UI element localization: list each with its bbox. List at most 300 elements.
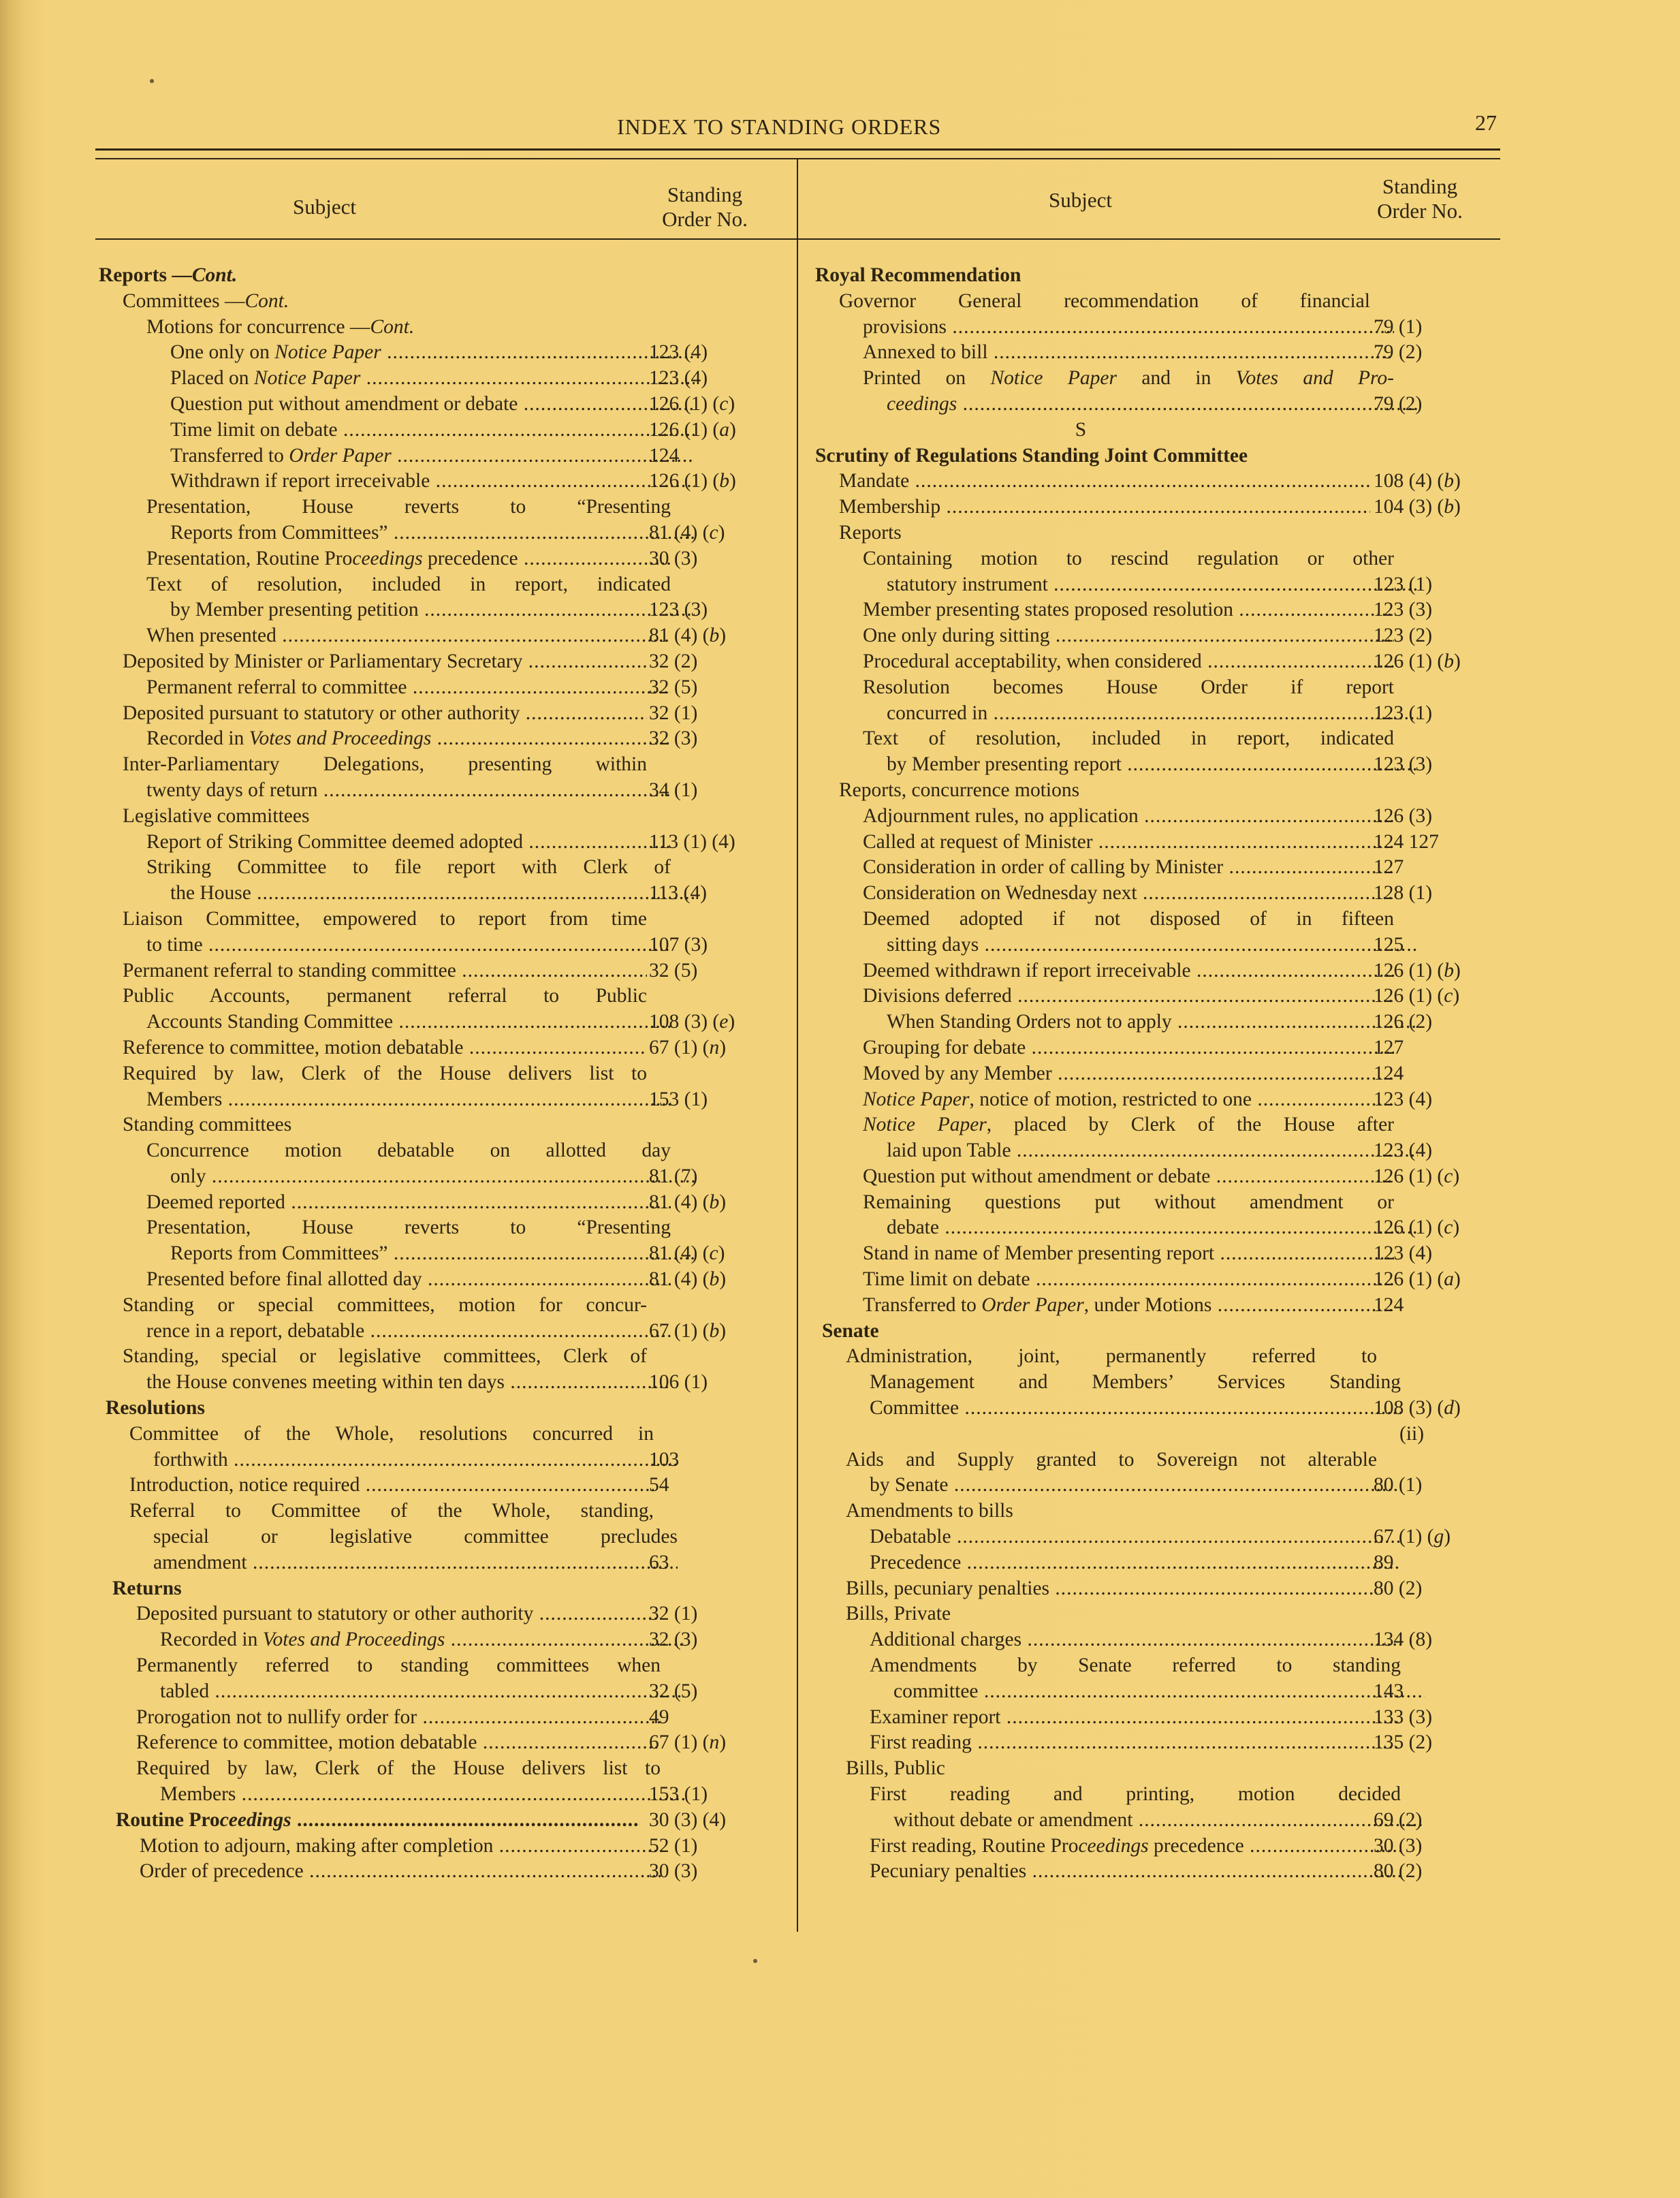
- entry-subject: Presented before final allotted day .....: [99, 1267, 671, 1293]
- right-index-entry: [815, 340, 1496, 366]
- right-index-entry: [815, 1370, 1496, 1396]
- left-index-entry: [99, 701, 787, 727]
- left-index-column: [99, 263, 787, 1885]
- left-index-entry: [99, 1138, 787, 1164]
- entry-order-number: 125: [1374, 933, 1404, 956]
- right-index-entry: [815, 520, 1496, 546]
- right-order-heading-line2: Order No.: [1377, 199, 1463, 223]
- entry-order-number: 32 (3): [649, 727, 698, 750]
- entry-order-number: 124: [1374, 1062, 1404, 1084]
- italic-term: Votes and Proceedings: [249, 727, 432, 750]
- entry-subject: Examiner report .....: [815, 1705, 1401, 1731]
- entry-subject: debate .....: [815, 1215, 1418, 1241]
- right-index-entry: [815, 726, 1496, 752]
- paragraph-letter: d: [1444, 1397, 1454, 1419]
- entry-order-number: 30 (3): [649, 1860, 698, 1883]
- entry-order-number: 113 (4): [649, 882, 707, 905]
- right-order-heading-line1: Standing: [1382, 174, 1458, 198]
- entry-subject: Mandate .....: [815, 469, 1370, 494]
- right-index-entry: [815, 984, 1496, 1009]
- entry-subject: Precedence .....: [815, 1550, 1401, 1576]
- entry-subject: Annexed to bill .....: [815, 340, 1394, 366]
- entry-subject: Member presenting states proposed resolution .....: [815, 597, 1394, 623]
- entry-subject: Routine Proceedings .....: [99, 1808, 640, 1834]
- entry-subject: Stand in name of Member presenting report .....: [815, 1241, 1394, 1267]
- entry-subject: First reading, Routine Proceedings precedence .....: [815, 1834, 1401, 1859]
- entry-order-number: 32 (5): [649, 959, 698, 982]
- right-index-entry: [815, 1215, 1496, 1241]
- entry-subject: Reports from Committees” .....: [99, 1241, 695, 1267]
- entry-subject: Management and Members’ Services Standing: [870, 1371, 1401, 1394]
- left-index-entry: [99, 1344, 787, 1370]
- entry-order-number: (ii): [1399, 1422, 1425, 1445]
- entry-subject: forthwith .....: [99, 1447, 678, 1473]
- right-index-entry: [815, 1164, 1496, 1190]
- entry-order-number: 123 (4): [649, 367, 708, 390]
- entry-subject: tabled .....: [99, 1679, 684, 1705]
- entry-subject: When Standing Orders not to apply .....: [815, 1009, 1418, 1035]
- paragraph-letter: b: [1444, 650, 1454, 672]
- entry-subject: Adjournment rules, no application .....: [815, 804, 1394, 830]
- right-index-entry: [815, 418, 1496, 443]
- italic-term: Cont.: [244, 289, 289, 312]
- entry-order-number: 49: [649, 1706, 669, 1728]
- right-index-entry: [815, 1756, 1496, 1782]
- entry-subject: Bills, Public: [846, 1757, 945, 1780]
- right-index-entry: [815, 366, 1496, 392]
- entry-subject: Aids and Supply granted to Sovereign not alterable: [846, 1448, 1377, 1471]
- left-index-entry: [99, 1679, 787, 1705]
- entry-subject: Presentation, House reverts to “Presenting: [146, 1216, 671, 1239]
- right-index-entry: [815, 1576, 1496, 1602]
- left-index-entry: [99, 1061, 787, 1087]
- right-index-entry: [815, 1705, 1496, 1731]
- entry-subject: Senate: [822, 1319, 879, 1342]
- entry-subject: Question put without amendment or debate .....: [815, 1164, 1394, 1190]
- right-index-entry: [815, 1422, 1496, 1447]
- entry-order-number: 126 (1) (c): [649, 392, 735, 415]
- paragraph-letter: c: [1444, 1165, 1453, 1187]
- paragraph-letter: c: [709, 521, 718, 544]
- entry-order-number: 108 (3) (e): [649, 1011, 735, 1033]
- left-index-entry: [99, 1756, 787, 1782]
- entry-subject: Bills, pecuniary penalties .....: [815, 1576, 1377, 1602]
- right-index-entry: [815, 1447, 1496, 1473]
- entry-subject: sitting days .....: [815, 932, 1418, 958]
- entry-order-number: 127: [1374, 856, 1404, 879]
- entry-subject: Resolution becomes House Order if report: [863, 676, 1394, 698]
- entry-order-number: 81 (7): [649, 1165, 698, 1187]
- entry-order-number: 123 (4): [1374, 1088, 1433, 1110]
- left-index-entry: [99, 1370, 787, 1396]
- entry-order-number: 153 (1): [649, 1783, 708, 1806]
- entry-order-number: 69 (2): [1374, 1808, 1423, 1831]
- entry-subject: Members .....: [99, 1087, 671, 1113]
- right-index-entry: [815, 932, 1496, 958]
- entry-order-number: 89: [1374, 1551, 1394, 1573]
- entry-order-number: 108 (4) (b): [1374, 470, 1461, 492]
- entry-order-number: 79 (2): [1374, 341, 1423, 364]
- entry-order-number: 133 (3): [1374, 1706, 1433, 1728]
- entry-subject: Standing or special committees, motion for concur-: [123, 1293, 647, 1316]
- left-order-heading-line1: Standing: [667, 183, 743, 206]
- entry-subject: Prorogation not to nullify order for .....: [99, 1705, 661, 1731]
- entry-order-number: 123 (1): [1374, 573, 1433, 595]
- entry-subject: Transferred to Order Paper .....: [99, 443, 695, 469]
- entry-order-number: 80 (1): [1374, 1474, 1423, 1496]
- right-index-entry: [815, 1653, 1496, 1679]
- entry-order-number: 106 (1): [649, 1371, 708, 1394]
- entry-subject: Question put without amendment or debate .....: [99, 392, 695, 418]
- entry-subject: Bills, Private: [846, 1603, 951, 1625]
- entry-order-number: 123 (3): [1374, 599, 1433, 621]
- entry-order-number: 128 (1): [1374, 882, 1433, 905]
- right-index-entry: [815, 778, 1496, 804]
- entry-subject: Referral to Committee of the Whole, standing,: [129, 1500, 654, 1522]
- entry-subject: Presentation, House reverts to “Presenting: [146, 496, 671, 518]
- entry-order-number: 34 (1): [649, 779, 698, 801]
- italic-term: Order Paper: [981, 1293, 1084, 1316]
- right-index-entry: [815, 392, 1496, 418]
- paragraph-letter: b: [709, 1319, 720, 1342]
- header-rule: [95, 148, 1500, 151]
- entry-order-number: 123 (1): [1374, 702, 1433, 724]
- entry-order-number: 143: [1374, 1680, 1404, 1702]
- left-index-entry: [99, 392, 787, 418]
- entry-subject: twenty days of return .....: [99, 778, 671, 804]
- entry-order-number: 126 (3): [1374, 804, 1433, 827]
- right-index-column: [815, 263, 1496, 1885]
- entry-order-number: 108 (3) (d): [1374, 1397, 1461, 1419]
- entry-subject: Public Accounts, permanent referral to Public: [123, 985, 647, 1007]
- right-index-entry: [815, 469, 1496, 494]
- entry-order-number: 67 (1) (g): [1374, 1526, 1451, 1548]
- left-index-entry: [99, 366, 787, 392]
- entry-subject: [815, 1422, 1401, 1447]
- entry-subject: Governor General recommendation of financial: [839, 289, 1370, 312]
- left-index-entry: [99, 778, 787, 804]
- entry-order-number: 124: [1374, 1293, 1404, 1316]
- italic-term: Cont.: [191, 264, 238, 286]
- entry-subject: Time limit on debate .....: [815, 1267, 1394, 1293]
- entry-subject: Deemed withdrawn if report irreceivable .....: [815, 958, 1394, 984]
- left-index-entry: [99, 520, 787, 546]
- entry-subject: Permanent referral to committee .....: [99, 675, 671, 701]
- entry-subject: without debate or amendment .....: [815, 1808, 1425, 1834]
- paragraph-letter: n: [709, 1731, 720, 1754]
- entry-order-number: 126 (1) (b): [1374, 959, 1461, 982]
- left-index-entry: [99, 1087, 787, 1113]
- entry-subject: Transferred to Order Paper, under Motions .....: [815, 1293, 1394, 1319]
- entry-subject: Deemed adopted if not disposed of in fifteen: [863, 907, 1394, 930]
- left-index-entry: [99, 1396, 787, 1422]
- left-index-entry: [99, 1447, 787, 1473]
- left-index-entry: [99, 1293, 787, 1319]
- entry-subject: Grouping for debate .....: [815, 1035, 1394, 1061]
- entry-order-number: 135 (2): [1374, 1731, 1433, 1754]
- right-index-entry: [815, 263, 1496, 289]
- entry-subject: to time .....: [99, 932, 671, 958]
- left-index-entry: [99, 804, 787, 830]
- left-index-entry: [99, 315, 787, 341]
- italic-term: Cont.: [370, 315, 415, 338]
- right-index-entry: [815, 289, 1496, 315]
- right-index-entry: [815, 881, 1496, 907]
- entry-subject: Order of precedence .....: [99, 1859, 664, 1885]
- entry-subject: Deposited pursuant to statutory or other authority .....: [99, 1601, 661, 1627]
- entry-subject: One only on Notice Paper .....: [99, 340, 695, 366]
- entry-subject: Text of resolution, included in report, indicated: [863, 727, 1394, 750]
- entry-subject: Required by law, Clerk of the House delivers list to: [123, 1062, 647, 1084]
- entry-subject: Called at request of Minister .....: [815, 830, 1394, 855]
- left-index-entry: [99, 1782, 787, 1808]
- right-index-entry: [815, 752, 1496, 778]
- page-header-title: INDEX TO STANDING ORDERS: [617, 114, 942, 139]
- entry-subject: Committee .....: [815, 1396, 1401, 1422]
- entry-order-number: 123 (4): [1374, 1242, 1433, 1265]
- right-index-entry: [815, 907, 1496, 932]
- paragraph-letter: g: [1433, 1526, 1444, 1548]
- italic-term: Notice Paper: [863, 1088, 970, 1110]
- left-index-entry: [99, 1859, 787, 1885]
- entry-subject: provisions .....: [815, 315, 1394, 341]
- entry-order-number: 126 (1) (c): [1374, 985, 1460, 1007]
- entry-order-number: 103: [649, 1448, 680, 1471]
- italic-term: ceedings: [1078, 1834, 1149, 1857]
- left-index-entry: [99, 958, 787, 984]
- entry-order-number: 80 (2): [1374, 1860, 1423, 1883]
- entry-order-number: 67 (1) (n): [649, 1731, 727, 1754]
- entry-subject: Permanently referred to standing committees when: [136, 1654, 661, 1677]
- paragraph-letter: b: [709, 1191, 720, 1213]
- entry-subject: Text of resolution, included in report, indicated: [146, 573, 671, 595]
- entry-subject: Notice Paper, notice of motion, restricted to one .....: [815, 1087, 1394, 1113]
- entry-subject: Committees —Cont.: [123, 289, 289, 312]
- paragraph-letter: n: [709, 1036, 720, 1058]
- paragraph-letter: a: [719, 418, 729, 441]
- right-index-entry: [815, 1550, 1496, 1576]
- entry-subject: Motion to adjourn, making after completion .....: [99, 1834, 664, 1859]
- left-index-entry: [99, 418, 787, 443]
- entry-order-number: 124 127: [1374, 830, 1439, 853]
- entry-subject: Reports from Committees” .....: [99, 520, 695, 546]
- paragraph-letter: b: [709, 1268, 720, 1291]
- entry-subject: Permanent referral to standing committee .....: [99, 958, 647, 984]
- entry-subject: Reports, concurrence motions: [839, 779, 1080, 801]
- right-index-entry: [815, 597, 1496, 623]
- entry-subject: by Member presenting report .....: [815, 752, 1418, 778]
- entry-subject: Committee of the Whole, resolutions concurred in: [129, 1422, 654, 1445]
- right-index-entry: [815, 1627, 1496, 1653]
- entry-subject: Deemed reported .....: [99, 1190, 671, 1216]
- entry-order-number: 67 (1) (n): [649, 1036, 727, 1058]
- right-index-entry: [815, 1730, 1496, 1756]
- left-index-entry: [99, 881, 787, 907]
- entry-order-number: 81 (4) (b): [649, 1191, 727, 1213]
- left-index-entry: [99, 1808, 787, 1834]
- left-index-entry: [99, 649, 787, 675]
- entry-subject: the House .....: [99, 881, 695, 907]
- right-index-entry: [815, 1498, 1496, 1524]
- entry-order-number: 126 (1) (a): [649, 418, 736, 441]
- entry-order-number: 67 (1) (b): [649, 1319, 727, 1342]
- left-index-entry: [99, 1190, 787, 1216]
- entry-subject: Deposited pursuant to statutory or other authority .....: [99, 701, 647, 727]
- entry-order-number: 81 (4) (b): [649, 1268, 727, 1291]
- left-index-entry: [99, 1576, 787, 1602]
- paragraph-letter: c: [719, 392, 729, 415]
- entry-order-number: 30 (3): [1374, 1834, 1423, 1857]
- entry-subject: Reports: [839, 521, 902, 544]
- entry-order-number: 80 (2): [1374, 1577, 1423, 1599]
- left-index-entry: [99, 1550, 787, 1576]
- left-index-entry: [99, 289, 787, 315]
- entry-order-number: 79 (1): [1374, 315, 1423, 338]
- entry-subject: amendment .....: [99, 1550, 678, 1576]
- paragraph-letter: c: [1444, 1216, 1453, 1239]
- entry-order-number: 123 (3): [649, 599, 708, 621]
- entry-subject: Legislative committees: [123, 804, 310, 827]
- paragraph-letter: e: [719, 1011, 729, 1033]
- entry-order-number: 81 (4) (c): [649, 1242, 725, 1265]
- entry-subject: Motions for concurrence —Cont.: [146, 315, 415, 338]
- entry-order-number: 32 (1): [649, 702, 698, 724]
- left-index-entry: [99, 675, 787, 701]
- italic-term: ceedings: [352, 547, 423, 569]
- entry-order-number: 54: [649, 1474, 669, 1496]
- left-index-entry: [99, 469, 787, 494]
- left-index-entry: [99, 932, 787, 958]
- paragraph-letter: b: [709, 625, 720, 647]
- entry-subject: Required by law, Clerk of the House delivers list to: [136, 1757, 661, 1780]
- entry-subject: Inter-Parliamentary Delegations, presenting within: [123, 753, 647, 776]
- left-index-entry: [99, 1112, 787, 1138]
- entry-subject: Containing motion to rescind regulation or other: [863, 547, 1394, 569]
- paragraph-letter: b: [1444, 496, 1454, 518]
- entry-subject: Recorded in Votes and Proceedings .....: [99, 1627, 684, 1653]
- entry-subject: S: [1075, 418, 1087, 441]
- right-index-entry: [815, 804, 1496, 830]
- left-index-entry: [99, 984, 787, 1009]
- right-index-entry: [815, 1601, 1496, 1627]
- left-order-heading: [640, 183, 770, 232]
- right-index-entry: [815, 1241, 1496, 1267]
- left-index-entry: [99, 1498, 787, 1524]
- left-index-entry: [99, 1601, 787, 1627]
- entry-order-number: 32 (3): [649, 1629, 698, 1651]
- right-index-entry: [815, 1319, 1496, 1345]
- left-index-entry: [99, 546, 787, 572]
- entry-subject: Scrutiny of Regulations Standing Joint Committee: [815, 444, 1248, 467]
- right-index-entry: [815, 649, 1496, 675]
- entry-order-number: 124: [649, 444, 680, 467]
- entry-subject: Liaison Committee, empowered to report from time: [123, 907, 647, 930]
- right-index-entry: [815, 1679, 1496, 1705]
- entry-subject: the House convenes meeting within ten days .....: [99, 1370, 671, 1396]
- entry-order-number: 107 (3): [649, 933, 708, 956]
- right-index-entry: [815, 1396, 1496, 1422]
- right-index-entry: [815, 958, 1496, 984]
- entry-subject: rence in a report, debatable .....: [99, 1319, 671, 1345]
- entry-subject: Divisions deferred .....: [815, 984, 1394, 1009]
- paragraph-letter: b: [1444, 959, 1454, 982]
- right-index-entry: [815, 1087, 1496, 1113]
- column-divider: [797, 158, 798, 1932]
- right-index-entry: [815, 1138, 1496, 1164]
- entry-order-number: 126 (2): [1374, 1011, 1433, 1033]
- entry-subject: special or legislative committee precludes: [153, 1526, 678, 1548]
- left-index-entry: [99, 1319, 787, 1345]
- entry-order-number: 81 (4) (b): [649, 625, 727, 647]
- entry-subject: concurred in .....: [815, 701, 1418, 727]
- entry-subject: Reports —Cont.: [99, 264, 238, 286]
- entry-subject: Recorded in Votes and Proceedings .....: [99, 726, 671, 752]
- entry-subject: Remaining questions put without amendment or: [863, 1191, 1394, 1213]
- left-subject-heading: Subject: [293, 195, 356, 219]
- right-index-entry: [815, 1190, 1496, 1216]
- entry-subject: by Member presenting petition .....: [99, 597, 695, 623]
- italic-term: Order Paper: [289, 444, 392, 467]
- entry-subject: First reading and printing, motion decided: [870, 1783, 1401, 1806]
- entry-subject: Printed on Notice Paper and in Votes and Pro-: [863, 367, 1394, 390]
- entry-subject: Resolutions: [106, 1397, 205, 1419]
- entry-order-number: 126 (1) (b): [1374, 650, 1461, 672]
- right-index-entry: [815, 855, 1496, 881]
- entry-subject: Membership .....: [815, 494, 1370, 520]
- right-index-entry: [815, 701, 1496, 727]
- entry-subject: Withdrawn if report irreceivable .....: [99, 469, 695, 494]
- left-index-entry: [99, 1215, 787, 1241]
- entry-subject: First reading .....: [815, 1730, 1401, 1756]
- entry-subject: committee .....: [815, 1679, 1425, 1705]
- entry-subject: Time limit on debate .....: [99, 418, 695, 443]
- right-index-entry: [815, 1473, 1496, 1498]
- page-number: 27: [1475, 110, 1497, 135]
- entry-subject: [815, 392, 1418, 418]
- entry-subject: One only during sitting .....: [815, 623, 1394, 649]
- left-index-entry: [99, 907, 787, 932]
- left-index-entry: [99, 830, 787, 855]
- left-index-entry: [99, 726, 787, 752]
- entry-subject: Administration, joint, permanently referred to: [846, 1345, 1377, 1368]
- right-index-entry: [815, 546, 1496, 572]
- entry-subject: Presentation, Routine Proceedings precedence .....: [99, 546, 671, 572]
- right-index-entry: [815, 572, 1496, 598]
- entry-subject: Debatable .....: [815, 1524, 1401, 1550]
- entry-order-number: 79 (2): [1374, 392, 1423, 415]
- italic-term: Notice Paper: [990, 367, 1117, 390]
- entry-order-number: 123 (4): [1374, 1140, 1433, 1162]
- entry-subject: statutory instrument .....: [815, 572, 1418, 598]
- entry-subject: Notice Paper, placed by Clerk of the House after: [863, 1114, 1394, 1136]
- paragraph-letter: b: [719, 470, 729, 492]
- left-index-entry: [99, 263, 787, 289]
- entry-subject: Accounts Standing Committee .....: [99, 1009, 671, 1035]
- entry-subject: Introduction, notice required .....: [99, 1473, 654, 1498]
- entry-subject: Consideration on Wednesday next .....: [815, 881, 1394, 907]
- entry-subject: Returns: [112, 1577, 182, 1599]
- entry-subject: Royal Recommendation: [815, 264, 1021, 286]
- entry-subject: Standing committees: [123, 1114, 292, 1136]
- right-index-entry: [815, 1061, 1496, 1087]
- left-index-entry: [99, 494, 787, 520]
- right-index-entry: [815, 315, 1496, 341]
- entry-order-number: 123 (4): [649, 341, 708, 364]
- right-index-entry: [815, 1782, 1496, 1808]
- entry-subject: Pecuniary penalties .....: [815, 1859, 1401, 1885]
- left-index-entry: [99, 1009, 787, 1035]
- entry-subject: laid upon Table .....: [815, 1138, 1418, 1164]
